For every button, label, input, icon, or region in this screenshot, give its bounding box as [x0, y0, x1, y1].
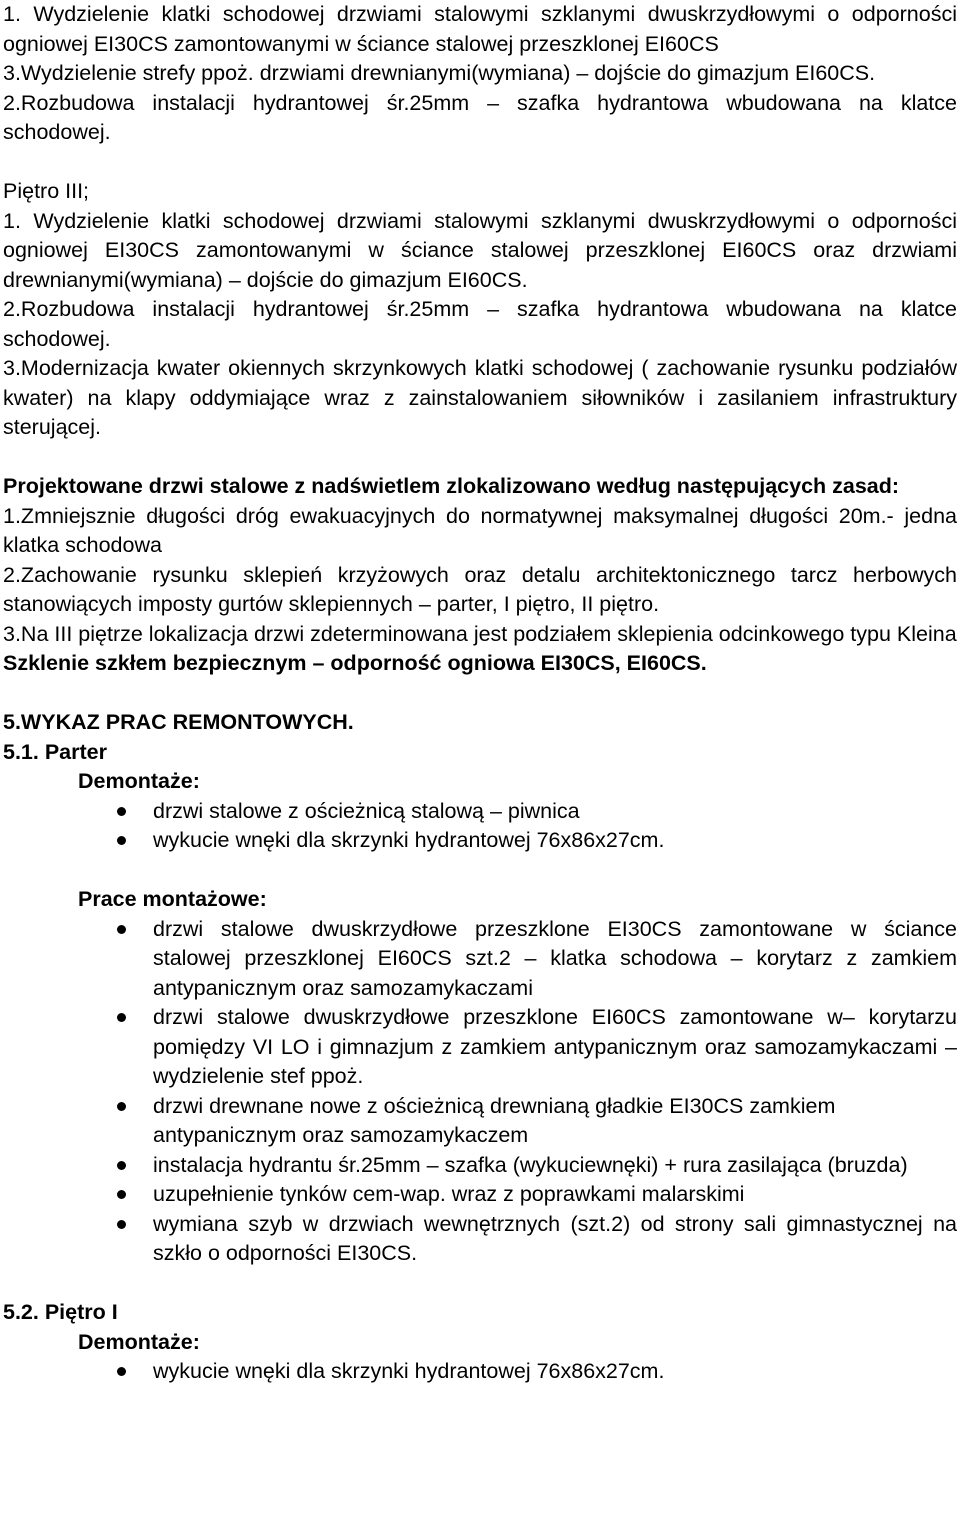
paragraph-top-1: 1. Wydzielenie klatki schodowej drzwiami stalowymi szklanymi dwuskrzydłowymi o odporności ogniowej EI30CS zamontowanymi w ściance stalowej przeszklonej EI60CS — [3, 2, 957, 56]
floor3-paragraph-3: 3.Modernizacja kwater okiennych skrzynkowych klatki schodowej ( zachowanie rysunku podziałów kwater) na klapy oddymiające wraz z zainstalowaniem siłowników i zasilaniem infrastruktury sterującej. — [3, 356, 957, 439]
list-item — [153, 1151, 957, 1181]
list-item-text: drzwi drewnane nowe z ościeżnicą drewnianą gładkie EI30CS zamkiem antypanicznym oraz samozamykaczem — [153, 1093, 836, 1147]
bullet-icon — [117, 836, 126, 845]
ground-assembly-heading: Prace montażowe: — [78, 887, 267, 911]
list-item-text: drzwi stalowe dwuskrzydłowe przeszklone EI60CS zamontowane w– korytarzu pomiędzy VI LO i gimnazjum z zamkiem antypanicznym oraz samozamykaczami – wydzielenie stef ppoż. — [153, 1005, 957, 1088]
list-item — [153, 1092, 957, 1151]
bullet-icon — [117, 1013, 126, 1022]
floor3-paragraph-2: 2.Rozbudowa instalacji hydrantowej śr.25mm – szafka hydrantowa wbudowana na klatce schodowej. — [3, 297, 957, 351]
list-item-text: wykucie wnęki dla skrzynki hydrantowej 76x86x27cm. — [153, 1359, 665, 1383]
spacer — [3, 856, 957, 886]
list-item — [153, 1180, 957, 1210]
works-section-title: 5.WYKAZ PRAC REMONTOWYCH. — [3, 710, 354, 734]
rules-item-3: 3.Na III piętrze lokalizacja drzwi zdeterminowana jest podziałem sklepienia odcinkowego typu Kleina — [3, 621, 957, 646]
bullet-icon — [117, 807, 126, 816]
list-item — [153, 915, 957, 1004]
floor1-demolition-list — [3, 1357, 957, 1387]
paragraph-top-3: 2.Rozbudowa instalacji hydrantowej śr.25mm – szafka hydrantowa wbudowana na klatce schodowej. — [3, 90, 957, 144]
spacer — [3, 148, 957, 178]
list-item-text: wykucie wnęki dla skrzynki hydrantowej 76x86x27cm. — [153, 828, 665, 852]
bullet-icon — [117, 1190, 126, 1199]
list-item — [153, 1357, 957, 1387]
ground-demolition-list — [3, 797, 957, 856]
paragraph-top-2: 3.Wydzielenie strefy ppoż. drzwiami drewnianymi(wymiana) – dojście do gimazjum EI60CS. — [3, 61, 876, 85]
floor1-demolition-heading: Demontaże: — [78, 1329, 200, 1354]
list-item — [153, 1003, 957, 1092]
spacer — [3, 443, 957, 473]
glazing-note: Szklenie szkłem bezpiecznym – odporność ogniowa EI30CS, EI60CS. — [3, 651, 707, 675]
floor1-title: 5.2. Piętro I — [3, 1300, 118, 1324]
spacer — [3, 679, 957, 709]
list-item-text: instalacja hydrantu śr.25mm – szafka (wykuciewnęki) + rura zasilająca (bruzda) — [153, 1152, 908, 1177]
floor3-paragraph-1: 1. Wydzielenie klatki schodowej drzwiami stalowymi szklanymi dwuskrzydłowymi o odporności ogniowej EI30CS zamontowanymi w ściance stalowej przeszklonej EI60CS oraz drzwiami drewnianymi(wymiana) – dojście do gimazjum EI60CS. — [3, 208, 957, 292]
list-item — [153, 1210, 957, 1269]
ground-floor-title: 5.1. Parter — [3, 739, 107, 764]
bullet-icon — [117, 925, 126, 934]
ground-demolition-heading: Demontaże: — [78, 769, 200, 793]
list-item-text: uzupełnienie tynków cem-wap. wraz z poprawkami malarskimi — [153, 1182, 745, 1206]
bullet-icon — [117, 1220, 126, 1229]
ground-assembly-list — [3, 915, 957, 1269]
list-item — [153, 826, 957, 856]
rules-item-2: 2.Zachowanie rysunku sklepień krzyżowych oraz detalu architektonicznego tarcz herbowych stanowiących imposty gurtów sklepiennych – parter, I piętro, II piętro. — [3, 562, 957, 616]
bullet-icon — [117, 1367, 126, 1376]
spacer — [3, 1269, 957, 1299]
list-item-text: wymiana szyb w drzwiach wewnętrznych (szt.2) od strony sali gimnastycznej na szkło o odporności EI30CS. — [153, 1211, 957, 1265]
floor3-heading: Piętro III; — [3, 179, 90, 203]
list-item-text: drzwi stalowe z ościeżnicą stalową – piwnica — [153, 798, 580, 823]
list-item-text: drzwi stalowe dwuskrzydłowe przeszklone EI30CS zamontowane w ściance stalowej przeszklonej EI60CS szt.2 – klatka schodowa – korytarz z zamkiem antypanicznym oraz samozamykaczami — [153, 916, 957, 1000]
bullet-icon — [117, 1161, 126, 1170]
list-item — [153, 797, 957, 827]
rules-heading: Projektowane drzwi stalowe z nadświetlem zlokalizowano według następujących zasad: — [3, 474, 900, 498]
bullet-icon — [117, 1102, 126, 1111]
rules-item-1: 1.Zmniejsznie długości dróg ewakuacyjnych do normatywnej maksymalnej długości 20m.- jedna klatka schodowa — [3, 503, 957, 557]
